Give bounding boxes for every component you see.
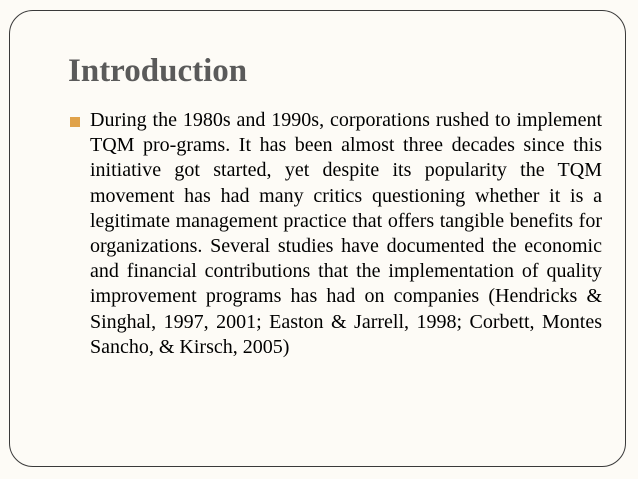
bullet-marker-icon bbox=[70, 117, 80, 127]
slide-title: Introduction bbox=[68, 53, 248, 89]
bullet-text: During the 1980s and 1990s, corporations rushed to implement TQM pro-grams. It has been almost three decades since this initiative got started, yet despite its popularity the TQM movement has had many critics questioning whether it is a legitimate management practice that offers tangible benefits for organizations. Several studies have documented the economic and financial contributions that the implementation of quality improvement programs has had on companies (Hendricks & Singhal, 1997, 2001; Easton & Jarrell, 1998; Corbett, Montes Sancho, & Kirsch, 2005) bbox=[90, 109, 602, 358]
